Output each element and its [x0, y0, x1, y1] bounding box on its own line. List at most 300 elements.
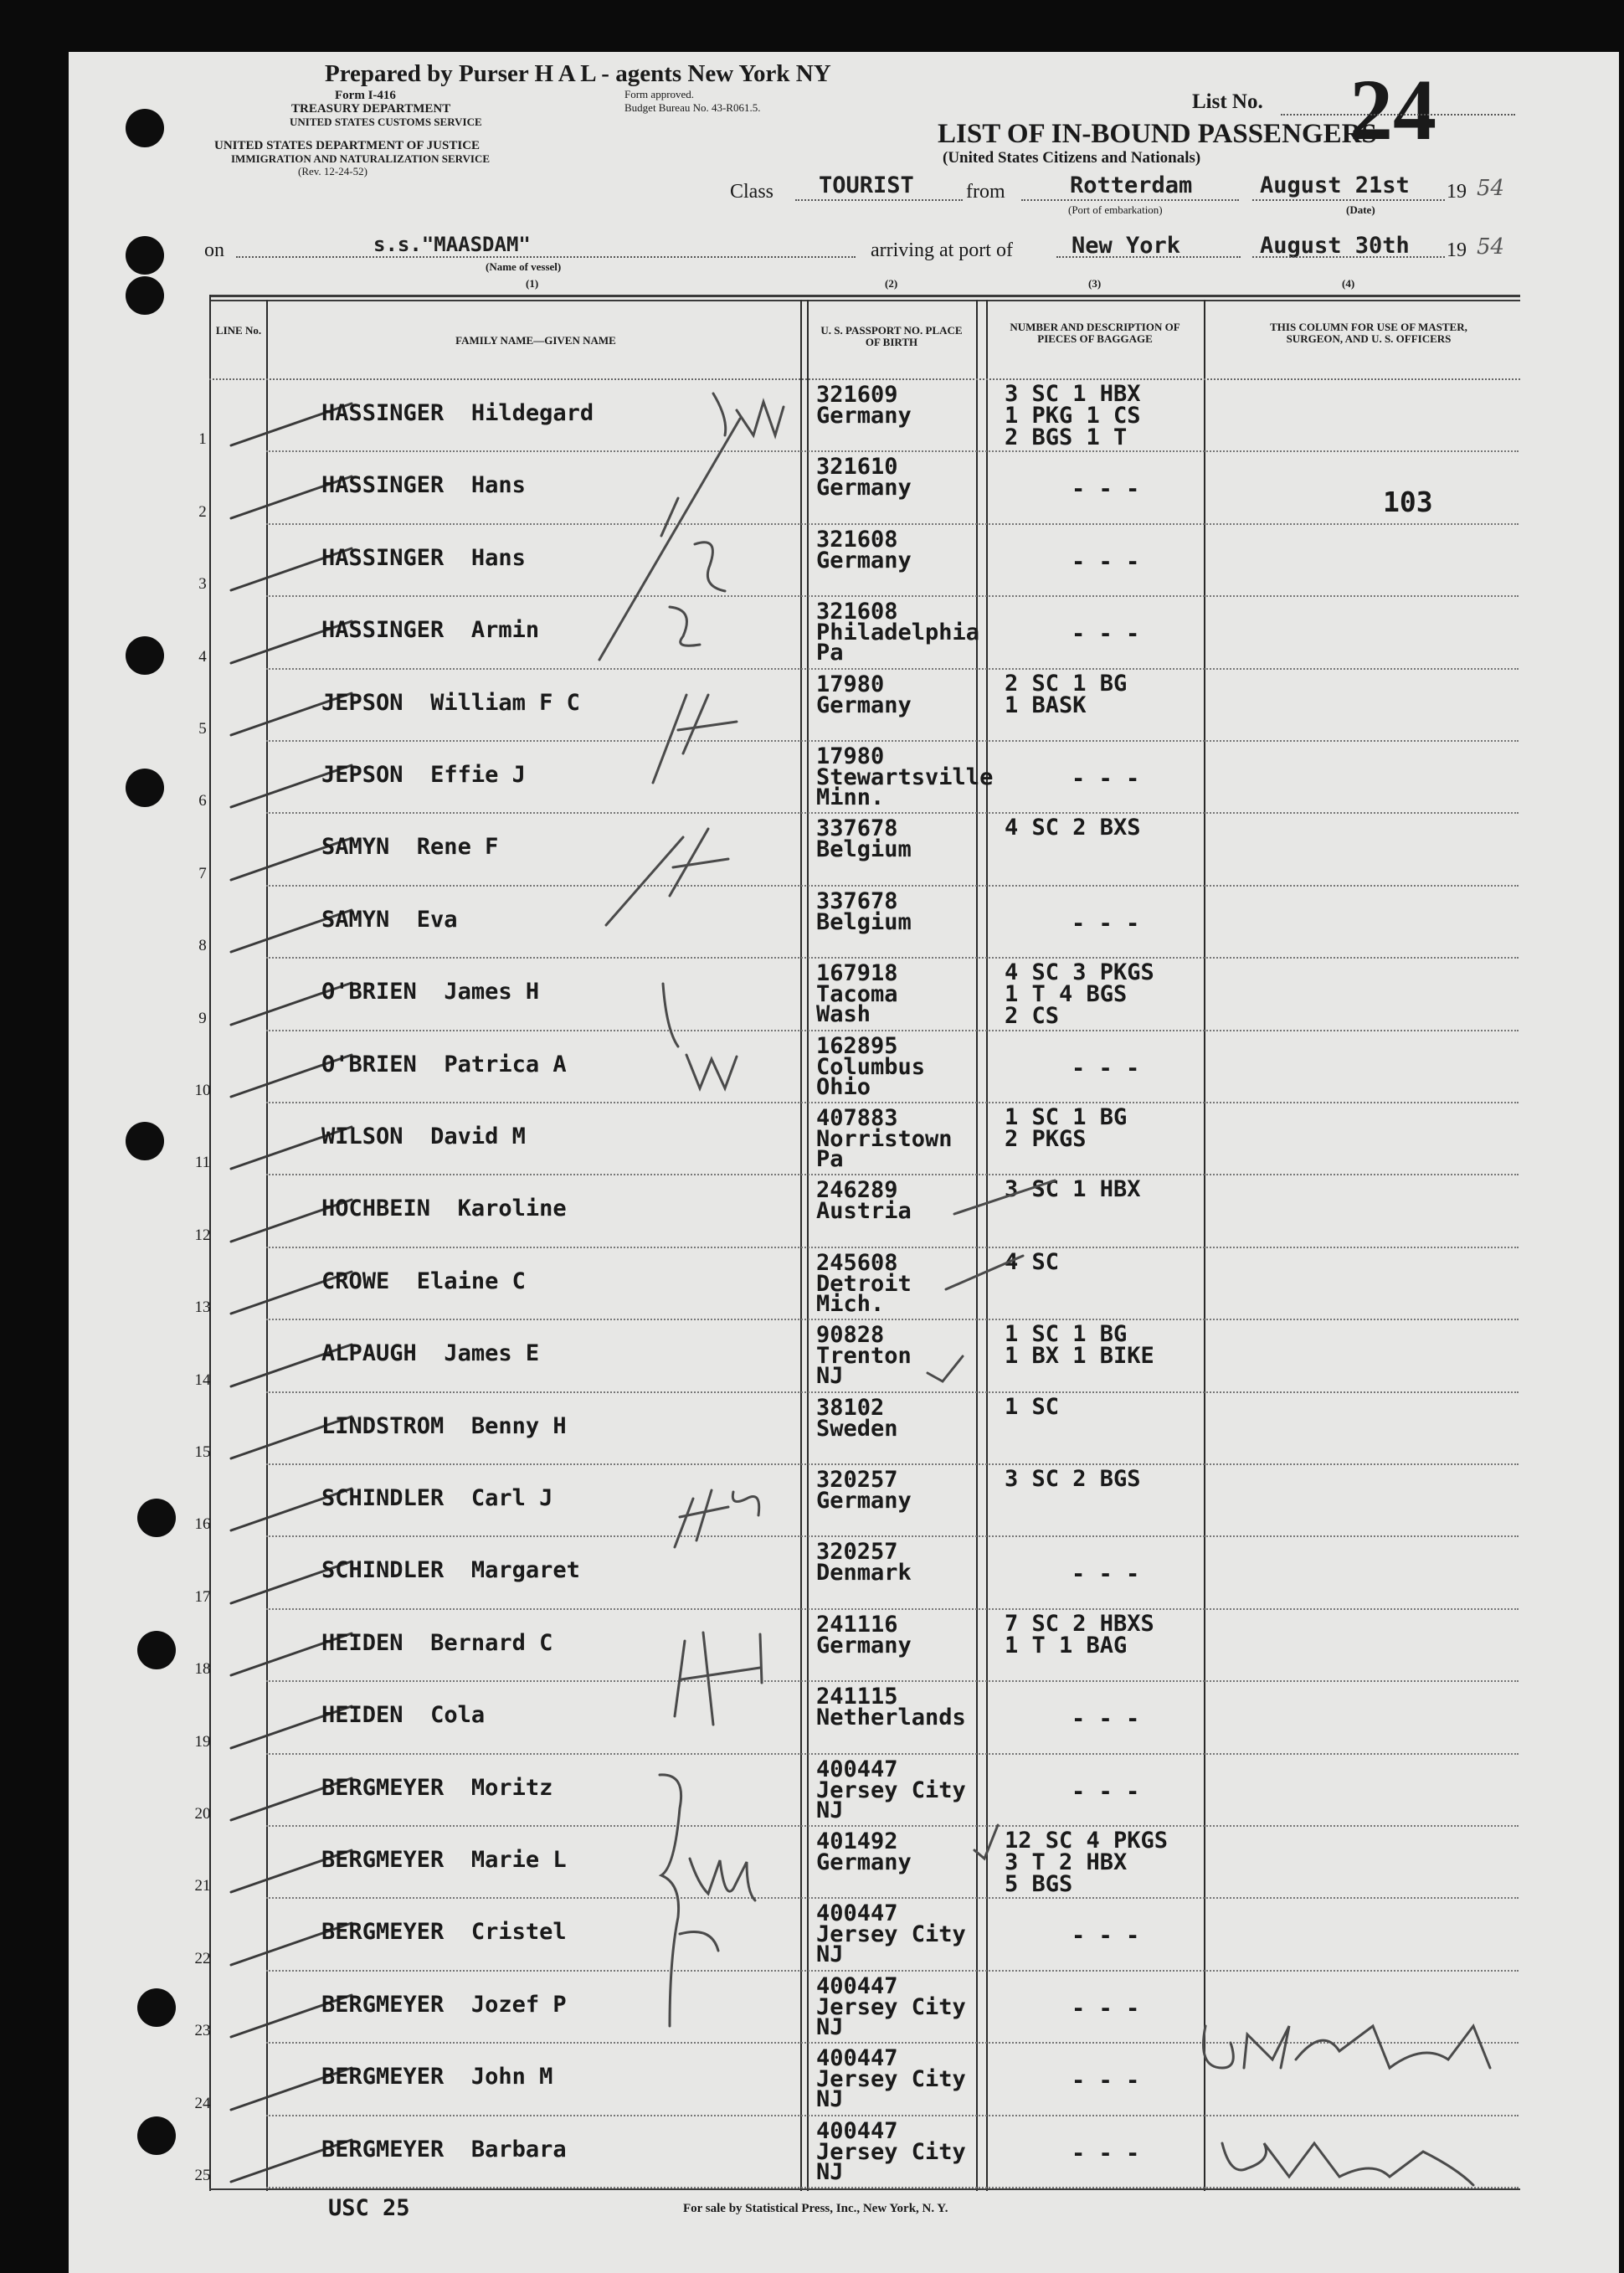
passenger-name: [321, 400, 594, 426]
row-divider: [266, 595, 1519, 597]
justice-dept: UNITED STATES DEPARTMENT OF JUSTICE: [214, 139, 481, 152]
line-number: 21: [194, 1877, 211, 1895]
passport-cell: [816, 382, 912, 429]
baggage-description: 4 SC 3 PKGS 1 T 4 BGS 2 CS: [1005, 959, 1154, 1030]
line-number: 19: [194, 1732, 211, 1751]
line-number: 14: [194, 1370, 211, 1389]
line-number: 5: [198, 720, 207, 738]
name-gap: [444, 1847, 471, 1873]
baggage-description: - - -: [1072, 2068, 1140, 2095]
place-of-birth: Jersey City NJ: [816, 2066, 966, 2113]
passenger-name: [321, 545, 526, 571]
given-name: Cristel: [470, 1919, 567, 1946]
family-name: LINDSTROM: [321, 1412, 445, 1439]
row-divider: [266, 668, 1519, 670]
place-of-birth: Jersey City NJ: [816, 1993, 966, 2040]
baggage-description: 1 SC: [1005, 1393, 1060, 1420]
family-name: HEIDEN: [321, 1629, 403, 1656]
passport-cell: [816, 1830, 912, 1873]
name-gap: [417, 1052, 445, 1077]
passport-cell: [816, 1394, 898, 1442]
given-name: Karoline: [457, 1196, 567, 1222]
name-gap: [444, 1775, 471, 1801]
baggage-description: 3 SC 1 HBX: [1005, 1176, 1141, 1203]
family-name: BERGMEYER: [321, 2136, 445, 2162]
line-number: 17: [194, 1587, 211, 1606]
row-divider: [266, 1247, 1519, 1248]
place-of-birth: Tacoma Wash: [816, 981, 898, 1028]
family-name: O'BRIEN: [321, 979, 417, 1005]
binder-hole: [126, 236, 164, 275]
row-divider: [266, 1608, 1519, 1610]
place-of-birth: Sweden: [816, 1415, 898, 1442]
vessel-caption: (Name of vessel): [486, 260, 562, 273]
name-col-divider-2: [807, 300, 809, 2191]
baggage-description: - - -: [1072, 910, 1140, 937]
passport-number: 407883: [816, 1105, 898, 1131]
passport-cell: [816, 673, 912, 716]
passport-col-divider-2: [986, 300, 988, 2191]
passport-number: 162895: [816, 1032, 898, 1059]
name-gap: [444, 1485, 471, 1511]
passport-number: 320257: [816, 1539, 898, 1566]
col-header-officers: THIS COLUMN FOR USE OF MASTER, SURGEON, AND U. S. OFFICERS: [1270, 321, 1467, 345]
given-name: Effie J: [430, 762, 526, 788]
passport-number: 321609: [816, 382, 898, 408]
row-divider: [266, 1535, 1519, 1537]
name-gap: [417, 979, 445, 1005]
col-header-name: FAMILY NAME—GIVEN NAME: [455, 334, 616, 347]
passport-cell: [816, 2117, 966, 2185]
place-of-birth: Jersey City NJ: [816, 1777, 966, 1823]
col-header-line: LINE No.: [215, 324, 262, 337]
line-number: 8: [198, 937, 207, 955]
given-name: Rene F: [416, 834, 499, 861]
family-name: CROWE: [321, 1268, 390, 1294]
name-gap: [417, 1340, 445, 1366]
passport-number: 400447: [816, 2117, 898, 2144]
baggage-description: - - -: [1072, 1055, 1140, 1082]
row-divider: [266, 957, 1519, 959]
passenger-name: [321, 1052, 567, 1077]
passport-cell: [816, 454, 912, 501]
passenger-name: [321, 1124, 526, 1149]
passenger-name: [321, 1630, 552, 1656]
binder-hole: [137, 1631, 176, 1669]
passenger-name: [321, 1413, 567, 1439]
row-divider: [266, 2115, 1519, 2116]
line-number: 12: [194, 1226, 211, 1244]
passport-cell: [816, 599, 980, 666]
given-name: Bernard C: [430, 1629, 553, 1656]
row-divider: [266, 1463, 1519, 1465]
place-of-birth: Germany: [816, 403, 912, 429]
name-gap: [444, 545, 471, 571]
passport-cell: [816, 1107, 953, 1170]
officer-number: 103: [1383, 486, 1433, 518]
budget-bureau: Budget Bureau No. 43-R061.5.: [624, 101, 761, 114]
given-name: Marie L: [470, 1847, 567, 1873]
passport-cell: [816, 1467, 912, 1514]
passenger-name: [321, 1919, 567, 1945]
row-divider: [266, 1319, 1519, 1320]
passport-cell: [816, 745, 993, 808]
place-of-birth: Jersey City NJ: [816, 1921, 966, 1968]
line-number: 4: [198, 647, 207, 666]
line-number: 18: [194, 1660, 211, 1679]
line-number: 1: [198, 430, 207, 449]
baggage-description: 3 SC 2 BGS: [1005, 1466, 1141, 1492]
row-divider: [266, 1102, 1519, 1103]
row-divider: [266, 1753, 1519, 1755]
place-of-birth: Netherlands: [816, 1705, 966, 1731]
baggage-description: - - -: [1072, 1778, 1140, 1805]
year-handwritten: 54: [1477, 176, 1505, 201]
place-of-birth: Germany: [816, 547, 912, 573]
family-name: HOCHBEIN: [321, 1196, 431, 1222]
passenger-name: [321, 907, 458, 933]
family-name: BERGMEYER: [321, 1847, 445, 1873]
passport-cell: [816, 1684, 966, 1731]
line-number: 6: [198, 792, 207, 810]
form-number: Form I-416: [335, 89, 396, 102]
name-gap: [444, 1919, 471, 1945]
passenger-name: [321, 979, 539, 1005]
baggage-description: 12 SC 4 PKGS 3 T 2 HBX 5 BGS: [1005, 1828, 1169, 1897]
passport-number: 400447: [816, 2045, 898, 2072]
binder-hole: [137, 2116, 176, 2155]
passport-cell: [816, 1249, 912, 1317]
arriving-label: arriving at port of: [871, 239, 1013, 261]
name-gap: [444, 472, 471, 498]
passenger-name: [321, 1992, 567, 2018]
name-gap: [444, 1413, 471, 1439]
col-num-1: (1): [526, 277, 539, 290]
place-of-birth: Belgium: [816, 836, 912, 863]
place-of-birth: Stewartsville Minn.: [816, 764, 994, 810]
name-gap: [444, 617, 471, 643]
row-divider: [266, 1897, 1519, 1899]
place-of-birth: Belgium: [816, 908, 912, 935]
name-gap: [403, 1630, 431, 1656]
row-divider: [266, 1825, 1519, 1827]
baggage-description: - - -: [1072, 621, 1140, 648]
passport-cell: [816, 1972, 966, 2040]
family-name: SCHINDLER: [321, 1557, 445, 1584]
baggage-description: 3 SC 1 HBX 1 PKG 1 CS 2 BGS 1 T: [1005, 381, 1141, 450]
passport-number: 400447: [816, 1756, 898, 1782]
prepared-by: Prepared by Purser H A L - agents New York NY: [325, 60, 831, 87]
passport-number: 17980: [816, 743, 885, 769]
arrival-port-line: [1056, 256, 1241, 258]
col-header-baggage: NUMBER AND DESCRIPTION OF PIECES OF BAGGAGE: [1010, 321, 1180, 345]
family-name: HEIDEN: [321, 1702, 403, 1729]
col-num-3: (3): [1088, 277, 1102, 290]
family-name: BERGMEYER: [321, 1991, 445, 2018]
line-number: 22: [194, 1949, 211, 1967]
line-number: 24: [194, 2094, 211, 2112]
class-value: TOURIST: [819, 172, 914, 198]
passenger-name: [321, 1196, 567, 1221]
baggage-description: - - -: [1072, 2140, 1140, 2167]
place-of-birth: Austria: [816, 1198, 912, 1225]
passenger-name: [321, 690, 580, 716]
passport-col-divider: [976, 300, 978, 2191]
row-divider: [266, 740, 1519, 742]
passenger-name: [321, 2064, 552, 2090]
passport-cell: [816, 1177, 912, 1225]
col-num-2: (2): [885, 277, 898, 290]
passenger-name: [321, 1702, 485, 1728]
line-number: 10: [194, 1082, 211, 1099]
table-top-rule-2: [209, 300, 1520, 301]
treasury-dept: TREASURY DEPARTMENT: [291, 102, 451, 116]
place-of-birth: Trenton NJ: [816, 1343, 912, 1390]
line-number: 13: [194, 1298, 211, 1317]
line-number: 20: [194, 1805, 211, 1823]
given-name: Benny H: [470, 1412, 567, 1439]
passenger-name: [321, 1340, 539, 1366]
passport-cell: [816, 1322, 912, 1390]
passport-cell: [816, 1539, 912, 1586]
passenger-name: [321, 1268, 526, 1294]
name-gap: [444, 1992, 471, 2018]
passport-number: 337678: [816, 887, 898, 914]
given-name: Elaine C: [416, 1268, 526, 1294]
name-gap: [444, 2137, 471, 2162]
row-divider: [266, 1030, 1519, 1031]
passport-number: 167918: [816, 960, 898, 987]
name-gap: [403, 1124, 431, 1149]
place-of-birth: Germany: [816, 475, 912, 501]
given-name: David M: [430, 1124, 526, 1149]
place-of-birth: Norristown Pa: [816, 1126, 953, 1172]
line-number: 25: [194, 2167, 211, 2184]
date-line: [1252, 199, 1445, 201]
name-gap: [444, 400, 471, 426]
baggage-description: - - -: [1072, 548, 1140, 575]
passport-number: 321610: [816, 454, 898, 481]
binder-hole: [137, 1988, 176, 2027]
baggage-description: - - -: [1072, 1706, 1140, 1733]
place-of-birth: Philadelphia Pa: [816, 620, 980, 666]
form-subtitle: (United States Citizens and Nationals): [943, 149, 1201, 167]
given-name: Cola: [430, 1702, 486, 1729]
passport-number: 241116: [816, 1611, 898, 1638]
name-gap: [389, 1268, 417, 1294]
given-name: Moritz: [470, 1774, 553, 1801]
place-of-birth: Germany: [816, 692, 912, 718]
baggage-description: 2 SC 1 BG 1 BASK: [1005, 670, 1128, 718]
line-number: 16: [194, 1515, 211, 1534]
name-gap: [444, 1557, 471, 1583]
from-line: [1021, 199, 1239, 201]
passenger-name: [321, 1485, 552, 1511]
ins-service: IMMIGRATION AND NATURALIZATION SERVICE: [231, 152, 491, 165]
class-line: [795, 199, 963, 201]
passenger-name: [321, 834, 498, 860]
given-name: Armin: [470, 617, 540, 644]
name-gap: [444, 2064, 471, 2090]
family-name: HASSINGER: [321, 544, 445, 571]
passport-cell: [816, 2045, 966, 2113]
baggage-description: 7 SC 2 HBXS 1 T 1 BAG: [1005, 1610, 1154, 1658]
family-name: HASSINGER: [321, 617, 445, 644]
place-of-birth: Germany: [816, 1849, 912, 1875]
given-name: John M: [470, 2064, 553, 2090]
passport-cell: [816, 1758, 966, 1821]
baggage-description: - - -: [1072, 1923, 1140, 1950]
line-number: 3: [198, 575, 207, 594]
family-name: WILSON: [321, 1124, 403, 1149]
row-divider: [266, 2187, 1519, 2188]
row-divider: [266, 885, 1519, 887]
passenger-name: [321, 2137, 567, 2162]
row-divider: [266, 523, 1519, 525]
passport-cell: [816, 960, 898, 1028]
arrival-year-prefix: 19: [1447, 239, 1467, 261]
passport-number: 245608: [816, 1249, 898, 1276]
passport-number: 90828: [816, 1322, 885, 1349]
baggage-description: - - -: [1072, 766, 1140, 792]
given-name: Carl J: [470, 1485, 553, 1511]
given-name: Patrica A: [444, 1051, 567, 1077]
row-divider: [266, 1970, 1519, 1972]
given-name: James H: [444, 979, 540, 1005]
passport-cell: [816, 1032, 926, 1100]
passport-cell: [816, 1613, 912, 1656]
given-name: James E: [444, 1340, 540, 1367]
binder-hole: [126, 769, 164, 807]
arrival-date-line: [1252, 256, 1445, 258]
name-gap: [403, 690, 431, 716]
given-name: Hildegard: [470, 400, 594, 426]
binder-hole: [137, 1499, 176, 1537]
baggage-description: 4 SC 2 BXS: [1005, 815, 1141, 841]
family-name: BERGMEYER: [321, 1774, 445, 1801]
place-of-birth: Detroit Mich.: [816, 1270, 912, 1317]
name-col-divider: [800, 300, 802, 2191]
arrival-date: August 30th: [1260, 233, 1410, 259]
place-of-birth: Germany: [816, 1632, 912, 1658]
place-of-birth: Columbus Ohio: [816, 1053, 926, 1100]
family-name: O'BRIEN: [321, 1051, 417, 1077]
binder-hole: [126, 109, 164, 147]
class-label: Class: [730, 181, 774, 203]
list-number: 24: [1349, 62, 1436, 158]
table-bottom-rule: [209, 2188, 1520, 2190]
family-name: SAMYN: [321, 834, 390, 861]
place-of-birth: Denmark: [816, 1560, 912, 1586]
passport-cell: [816, 887, 912, 935]
baggage-description: - - -: [1072, 1995, 1140, 2022]
form-title: LIST OF IN-BOUND PASSENGERS: [938, 119, 1377, 149]
passport-number: 337678: [816, 815, 898, 842]
col-num-4: (4): [1342, 277, 1355, 290]
row-divider: [266, 1174, 1519, 1175]
passenger-name: [321, 762, 526, 788]
passenger-name: [321, 617, 539, 643]
line-number: 9: [198, 1009, 207, 1027]
passenger-name: [321, 472, 526, 498]
binder-hole: [126, 636, 164, 675]
given-name: William F C: [430, 689, 580, 716]
row-divider: [266, 1391, 1519, 1393]
passport-cell: [816, 815, 912, 863]
passport-number: 400447: [816, 1900, 898, 1927]
passport-cell: [816, 528, 912, 571]
passport-number: 241115: [816, 1684, 898, 1710]
line-number: 15: [194, 1443, 211, 1461]
baggage-description: 1 SC 1 BG 2 PKGS: [1005, 1104, 1128, 1152]
table-top-rule: [209, 295, 1520, 297]
family-name: HASSINGER: [321, 472, 445, 499]
given-name: Barbara: [470, 2136, 567, 2162]
usc-code: USC 25: [328, 2195, 410, 2221]
on-label: on: [204, 239, 224, 261]
from-port: Rotterdam: [1070, 172, 1193, 198]
given-name: Margaret: [470, 1557, 580, 1584]
arrival-port: New York: [1072, 233, 1181, 259]
year-prefix: 19: [1447, 181, 1467, 203]
place-of-birth: Jersey City NJ: [816, 2138, 966, 2185]
row-divider: [266, 812, 1519, 814]
baggage-description: - - -: [1072, 1561, 1140, 1588]
passenger-name: [321, 1557, 580, 1583]
customs-service: UNITED STATES CUSTOMS SERVICE: [290, 116, 482, 128]
passport-number: 401492: [816, 1828, 898, 1854]
baggage-col-divider: [1204, 300, 1205, 2191]
vessel-name: s.s."MAASDAM": [373, 233, 531, 256]
passport-number: 400447: [816, 1972, 898, 1999]
date-caption: (Date): [1346, 203, 1375, 216]
name-gap: [403, 1702, 431, 1728]
given-name: Eva: [416, 906, 458, 933]
col-header-passport: U. S. PASSPORT NO. PLACE OF BIRTH: [820, 324, 963, 348]
name-gap: [403, 762, 431, 788]
passport-number: 246289: [816, 1177, 898, 1204]
baggage-description: - - -: [1072, 476, 1140, 503]
passport-number: 321608: [816, 599, 898, 625]
family-name: JEPSON: [321, 689, 403, 716]
given-name: Hans: [470, 472, 526, 499]
line-number: 11: [194, 1154, 211, 1172]
given-name: Jozef P: [470, 1991, 567, 2018]
place-of-birth: Germany: [816, 1488, 912, 1514]
line-number: 23: [194, 2022, 211, 2040]
from-label: from: [966, 181, 1005, 203]
baggage-description: 4 SC: [1005, 1248, 1060, 1275]
revision-date: (Rev. 12-24-52): [298, 165, 367, 177]
given-name: Hans: [470, 544, 526, 571]
family-name: SAMYN: [321, 906, 390, 933]
line-number: 2: [198, 502, 207, 521]
family-name: BERGMEYER: [321, 1919, 445, 1946]
passenger-name: [321, 1847, 567, 1873]
passport-number: 38102: [816, 1394, 885, 1421]
passport-cell: [816, 1900, 966, 1968]
arrival-year-handwritten: 54: [1477, 234, 1505, 260]
family-name: HASSINGER: [321, 400, 445, 426]
row-divider: [266, 1680, 1519, 1682]
name-gap: [389, 907, 417, 933]
name-gap: [389, 834, 417, 860]
family-name: SCHINDLER: [321, 1485, 445, 1511]
printer-credit: For sale by Statistical Press, Inc., New York, N. Y.: [683, 2202, 948, 2215]
passport-number: 320257: [816, 1467, 898, 1493]
line-number: 7: [198, 864, 207, 882]
departure-date: August 21st: [1260, 172, 1410, 198]
